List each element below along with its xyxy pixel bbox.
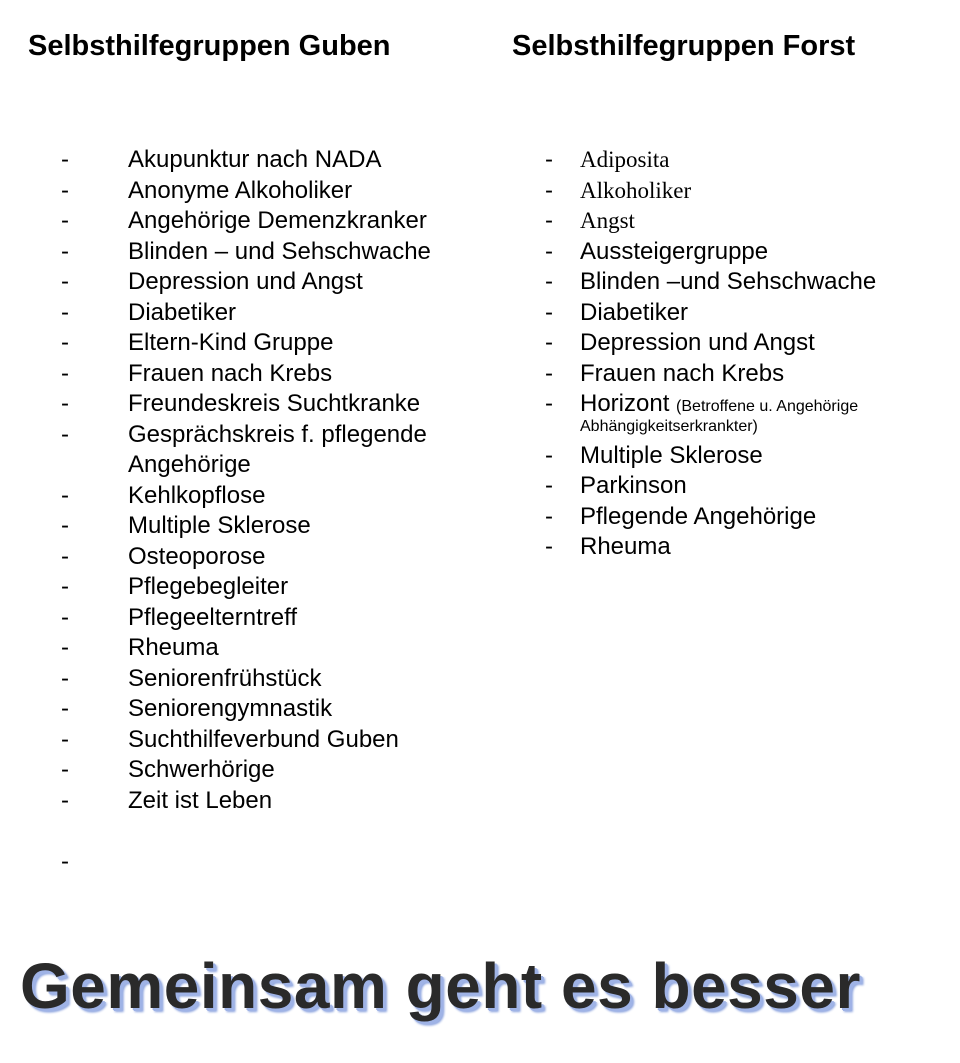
bullet-dash: - [545,390,553,417]
group-name: Frauen nach Krebs [580,359,785,387]
bullet-dash: - [545,441,553,469]
group-name: Seniorengymnastik [128,695,333,722]
list-item [61,237,468,268]
bullet-dash: - [545,472,553,499]
list-item [61,755,468,786]
list-item [545,206,876,237]
group-name: Pflegebegleiter [128,573,289,600]
list-item [61,481,468,512]
bullet-dash: - [545,237,553,265]
horizont-note-continued: Abhängigkeitserkrankter) [580,417,758,435]
group-name: Multiple Sklerose [580,441,763,469]
group-name: Anonyme Alkoholiker [128,176,353,204]
forst-heading: Selbsthilfegruppen Forst [512,30,856,62]
bullet-dash: - [545,329,553,356]
bullet-dash: - [545,533,553,560]
list-item [545,359,876,390]
list-item [545,389,876,437]
bullet-dash: - [61,329,69,356]
list-item [61,786,468,817]
list-item [61,694,468,725]
list-item [61,511,468,542]
list-item [61,145,468,176]
group-name: Diabetiker [128,298,237,326]
list-item [61,267,468,298]
list-item [61,633,468,664]
bullet-dash: - [545,298,553,326]
bullet-dash: - [61,359,69,387]
group-name: Pflegeelterntreff [128,603,297,631]
empty-list-bullet: - [61,848,69,875]
list-item [61,176,468,207]
forst-group-list [545,145,876,563]
bullet-dash: - [545,502,553,530]
list-item [545,237,876,268]
bullet-dash: - [61,695,69,722]
bullet-dash: - [61,512,69,539]
bullet-dash: - [545,176,553,204]
bullet-dash: - [545,146,553,173]
list-item [61,206,468,237]
group-name: Blinden –und Sehschwache [580,268,877,295]
group-name: Adiposita [580,147,670,172]
bullet-dash: - [61,390,69,417]
bullet-dash: - [545,268,553,295]
list-item [545,471,876,502]
list-item [61,542,468,573]
bullet-dash: - [61,634,69,661]
group-name: Parkinson [580,472,687,499]
list-item [545,441,876,472]
group-name: Horizont [580,390,670,417]
group-name: Schwerhörige [128,756,275,783]
bullet-dash: - [61,237,69,265]
bullet-dash: - [61,268,69,295]
list-item [545,176,876,207]
bullet-dash: - [61,725,69,753]
group-name: Rheuma [580,533,671,560]
group-name: Blinden – und Sehschwache [128,237,431,265]
group-name: Suchthilfeverbund Guben [128,725,399,753]
guben-group-list [61,145,468,816]
list-item [545,328,876,359]
group-name: Depression und Angst [128,268,363,295]
group-name: Depression und Angst [580,329,815,356]
group-name: Osteoporose [128,542,266,570]
group-name: Angehörige Demenzkranker [128,207,427,234]
list-item [61,359,468,390]
group-name: Diabetiker [580,298,689,326]
list-item [61,572,468,603]
bullet-dash: - [61,298,69,326]
bullet-dash: - [545,207,553,234]
group-name: Alkoholiker [580,177,692,203]
bullet-dash: - [545,359,553,387]
list-item [61,664,468,695]
slogan-banner: Gemeinsam geht es besser [20,950,861,1022]
list-item [61,389,468,420]
list-item [545,267,876,298]
group-name: Eltern-Kind Gruppe [128,329,334,356]
bullet-dash: - [61,664,69,692]
bullet-dash: - [61,207,69,234]
list-item [61,420,468,481]
bullet-dash: - [61,603,69,631]
bullet-dash: - [61,146,69,173]
bullet-dash: - [61,573,69,600]
list-item [61,603,468,634]
list-item [61,328,468,359]
group-name: Pflegende Angehörige [580,502,817,530]
group-name: Zeit ist Leben [128,786,273,814]
group-name: Rheuma [128,634,219,661]
list-item [545,502,876,533]
bullet-dash: - [61,420,69,448]
group-name: Gesprächskreis f. pflegende Angehörige [128,420,427,478]
list-item [545,532,876,563]
guben-heading: Selbsthilfegruppen Guben [28,30,391,62]
group-name: Freundeskreis Suchtkranke [128,390,421,417]
group-name: Akupunktur nach NADA [128,146,382,173]
group-name: Frauen nach Krebs [128,359,333,387]
group-name: Seniorenfrühstück [128,664,322,692]
list-item [545,145,876,176]
group-name: Aussteigergruppe [580,237,769,265]
list-item [545,298,876,329]
group-name: Multiple Sklerose [128,512,311,539]
group-name: Kehlkopflose [128,481,266,509]
bullet-dash: - [61,481,69,509]
list-item [61,298,468,329]
horizont-note: (Betroffene u. Angehörige [676,398,859,415]
bullet-dash: - [61,756,69,783]
group-name: Angst [580,208,635,233]
bullet-dash: - [61,542,69,570]
bullet-dash: - [61,176,69,204]
list-item [61,725,468,756]
bullet-dash: - [61,786,69,814]
